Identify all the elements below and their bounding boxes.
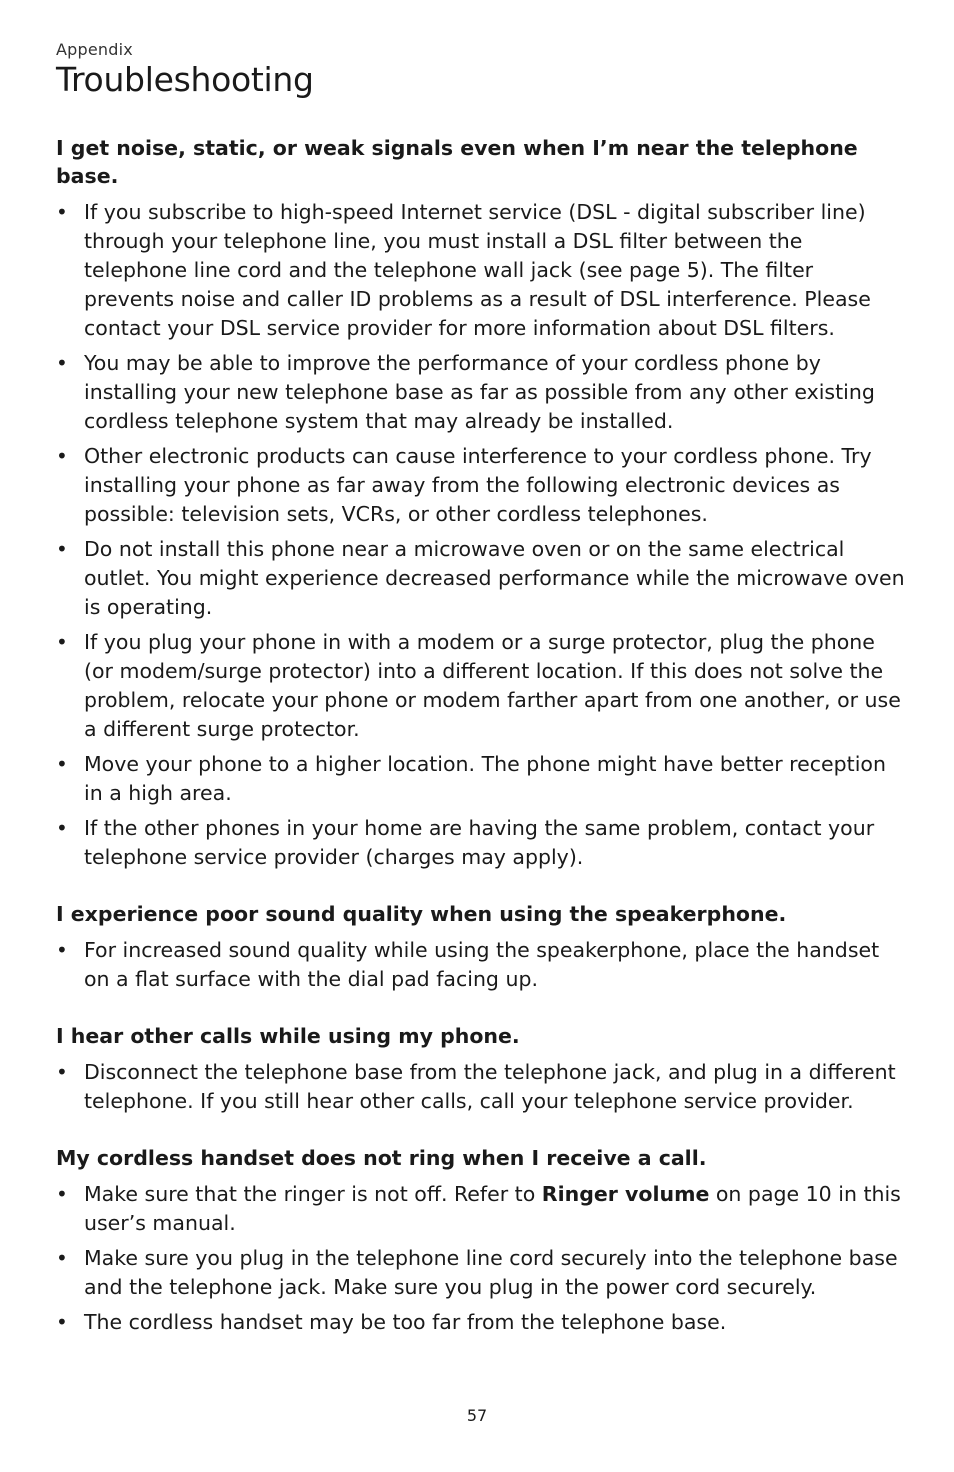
bullet-icon: •	[56, 1182, 68, 1206]
bullet-icon: •	[56, 444, 68, 468]
list-item: • For increased sound quality while using the speakerphone, place the handset on a flat surface with the dial pad facing up.	[56, 938, 880, 991]
page-number: 57	[466, 1406, 488, 1425]
list-item: • The cordless handset may be too far from the telephone base.	[56, 1308, 906, 1337]
bullet-icon: •	[56, 351, 68, 375]
bullet-list	[56, 1058, 906, 1116]
list-item: • If you subscribe to high-speed Internet service (DSL - digital subscriber line) through your telephone line, you must install a DSL filter between the telephone line cord and the telephone wall jack (see page 5). The filter prevents noise and caller ID problems as a result of DSL interference. Please contact your DSL service provider for more information about DSL filters.	[56, 200, 871, 340]
list-item: • Make sure that the ringer is not off. Refer to Ringer volume on page 10 in this user’s manual.	[56, 1182, 901, 1235]
question-heading: My cordless handset does not ring when I receive a call.	[56, 1146, 707, 1170]
ringer-volume-reference: Ringer volume	[541, 1182, 710, 1206]
list-item: • You may be able to improve the performance of your cordless phone by installing your new telephone base as far as possible from any other existing cordless telephone system that may already be installed.	[56, 351, 875, 433]
bullet-icon: •	[56, 630, 68, 654]
bullet-list	[56, 1180, 906, 1337]
bullet-icon: •	[56, 537, 68, 561]
bullet-icon: •	[56, 1310, 68, 1334]
list-item: • If you plug your phone in with a modem or a surge protector, plug the phone (or modem/surge protector) into a different location. If this does not solve the problem, relocate your phone or modem farther apart from one another, or use a different surge protector.	[56, 630, 901, 741]
bullet-list	[56, 936, 906, 994]
bullet-icon: •	[56, 752, 68, 776]
list-item: • Do not install this phone near a microwave oven or on the same electrical outlet. You might experience decreased performance while the microwave oven is operating.	[56, 537, 905, 619]
content	[56, 134, 906, 1343]
bullet-icon: •	[56, 816, 68, 840]
list-item: • Disconnect the telephone base from the telephone jack, and plug in a different telephone. If you still hear other calls, call your telephone service provider.	[56, 1060, 896, 1113]
bullet-list	[56, 198, 906, 872]
question-heading: I get noise, static, or weak signals even when I’m near the telephone base.	[56, 136, 858, 188]
question-heading: I experience poor sound quality when using the speakerphone.	[56, 902, 787, 926]
bullet-icon: •	[56, 200, 68, 224]
section-label: Appendix	[56, 40, 133, 59]
bullet-icon: •	[56, 1246, 68, 1270]
bullet-icon: •	[56, 938, 68, 962]
list-item: • Make sure you plug in the telephone line cord securely into the telephone base and the telephone jack. Make sure you plug in the power cord securely.	[56, 1246, 898, 1299]
bullet-icon: •	[56, 1060, 68, 1084]
list-item: • If the other phones in your home are having the same problem, contact your telephone service provider (charges may apply).	[56, 816, 875, 869]
page-title: Troubleshooting	[56, 60, 314, 99]
question-heading: I hear other calls while using my phone.	[56, 1024, 520, 1048]
list-item: • Other electronic products can cause interference to your cordless phone. Try installing your phone as far away from the following electronic devices as possible: television sets, VCRs, or other cordless telephones.	[56, 444, 872, 526]
list-item: • Move your phone to a higher location. The phone might have better reception in a high area.	[56, 752, 886, 805]
